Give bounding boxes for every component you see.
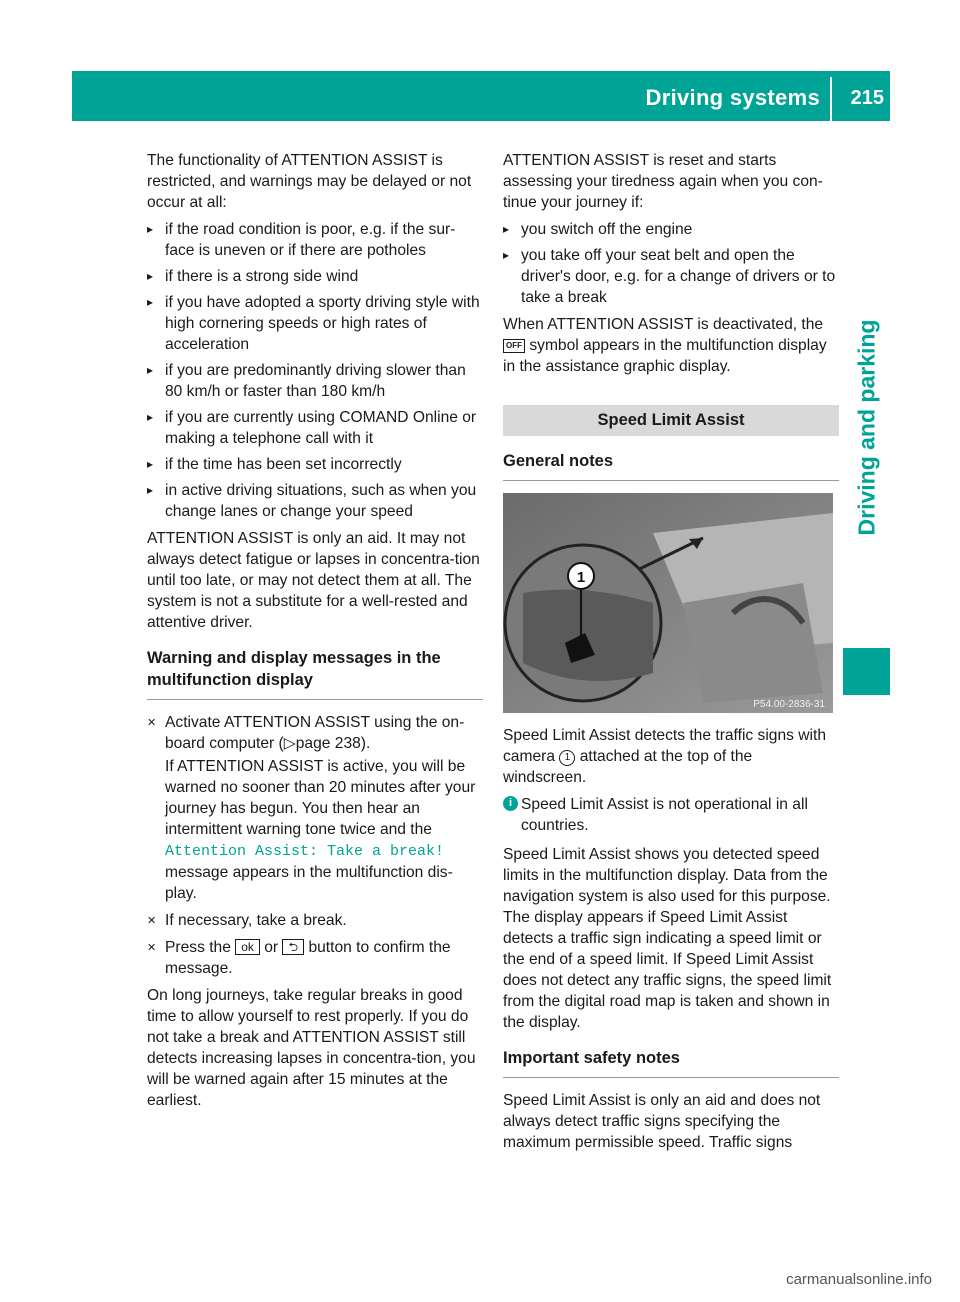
attention-off-icon: OFF (503, 339, 525, 353)
watermark: carmanualsonline.info (786, 1271, 932, 1288)
reset-intro: ATTENTION ASSIST is reset and starts assessing your tiredness again when you con-tinue your journey if: (503, 152, 823, 211)
header-bar (72, 71, 890, 121)
list-item: ▸ if the time has been set incorrectly (147, 454, 483, 475)
page-reference-link[interactable]: page 238). (295, 735, 371, 752)
aid-paragraph: ATTENTION ASSIST is only an aid. It may not always detect fatigue or lapses in concentra-tion until too late, or may not detect them at all. The system is not a substitute for a well-rested and attentive driver. (147, 530, 480, 631)
header-divider (830, 77, 832, 121)
ok-key-icon: ok (235, 939, 260, 955)
callout-number: 1 (576, 569, 586, 586)
step-item (147, 712, 483, 904)
step-text: Press the (165, 939, 231, 956)
intro-paragraph: The functionality of ATTENTION ASSIST is restricted, and warnings may be delayed or not occur at all: (147, 152, 472, 211)
info-text: Speed Limit Assist is not operational in all countries. (521, 796, 808, 834)
condition-list (147, 219, 483, 522)
list-item: ▸ in active driving situations, such as when you change lanes or change your speed (147, 480, 483, 522)
callout-ref-icon: 1 (559, 750, 575, 766)
step-text: or (264, 939, 279, 956)
list-item: ▸ if the road condition is poor, e.g. if the sur-face is uneven or if there are potholes (147, 219, 483, 261)
display-message: Attention Assist: Take a break! (165, 843, 445, 860)
deactivated-text: When ATTENTION ASSIST is deactivated, the (503, 316, 824, 333)
list-item: ▸ if there is a strong side wind (147, 266, 483, 287)
back-key-icon: ⮌ (282, 939, 304, 955)
step-detail (165, 756, 483, 904)
info-icon: i (503, 796, 518, 811)
figure-code: P54.00-2836-31 (753, 699, 825, 710)
long-journey-paragraph: On long journeys, take regular breaks in good time to allow yourself to rest properly. If you do not take a break and ATTENTION ASSIST still detects increasing lapses in concentra-tion, you will be warned again after 15 minutes at the earliest. (147, 987, 476, 1109)
general-notes-heading: General notes (503, 450, 839, 481)
camera-paragraph (503, 725, 839, 788)
page-ref-icon: ▷ (283, 735, 296, 752)
deactivated-paragraph (503, 314, 839, 377)
right-column (503, 150, 839, 1159)
warning-heading: Warning and display messages in the multifunction display (147, 647, 483, 700)
list-item: ▸ you take off your seat belt and open the driver's door, e.g. for a change of drivers or to take a break (503, 245, 839, 308)
list-item: ▸ if you have adopted a sporty driving style with high cornering speeds or high rates of acceleration (147, 292, 483, 355)
safety-paragraph: Speed Limit Assist is only an aid and does not always detect traffic signs specifying the maximum permissible speed. Traffic signs (503, 1092, 821, 1151)
windscreen-camera-figure (503, 493, 833, 713)
chapter-tab (843, 212, 890, 1302)
left-column (147, 150, 483, 1117)
step-detail-text: If ATTENTION ASSIST is active, you will be warned no sooner than 20 minutes after your journey has begun. You then hear an intermittent warning tone twice and the (165, 758, 476, 838)
shows-paragraph: Speed Limit Assist shows you detected speed limits in the multifunction display. Data from the navigation system is also used for this purpose. The display appears if Speed Limit Assist detects a traffic sign indicating a speed limit or the end of a speed limit. If Speed Limit Assist does not detect any traffic signs, the speed limit from the digital road map is taken and shown in the display. (503, 846, 832, 1031)
camera-text: Speed Limit Assist detects the traffic signs with camera (503, 727, 826, 765)
chapter-marker (843, 648, 890, 695)
reset-list (503, 219, 839, 308)
page-number: 215 (850, 87, 884, 109)
step-text: Activate ATTENTION ASSIST using the on-board computer ( (165, 714, 465, 752)
info-note (503, 794, 839, 836)
chapter-label-wrap (843, 212, 890, 642)
speed-limit-section-title: Speed Limit Assist (503, 405, 839, 436)
camera-text: attached at the top of the windscreen. (503, 748, 753, 786)
step-item: ✕ If necessary, take a break. (147, 910, 483, 931)
step-item (147, 937, 483, 979)
step-detail-text: message appears in the multifunction dis-play. (165, 864, 453, 902)
step-text: button to confirm the message. (165, 939, 451, 977)
section-title: Driving systems (645, 85, 820, 110)
step-list (147, 712, 483, 979)
list-item: ▸ you switch off the engine (503, 219, 839, 240)
list-item: ▸ if you are currently using COMAND Online or making a telephone call with it (147, 407, 483, 449)
chapter-label: Driving and parking (853, 319, 880, 535)
deactivated-text: symbol appears in the multifunction display in the assistance graphic display. (503, 337, 827, 375)
camera-housing (523, 590, 653, 681)
safety-heading: Important safety notes (503, 1047, 839, 1078)
list-item: ▸ if you are predominantly driving slower than 80 km/h or faster than 180 km/h (147, 360, 483, 402)
